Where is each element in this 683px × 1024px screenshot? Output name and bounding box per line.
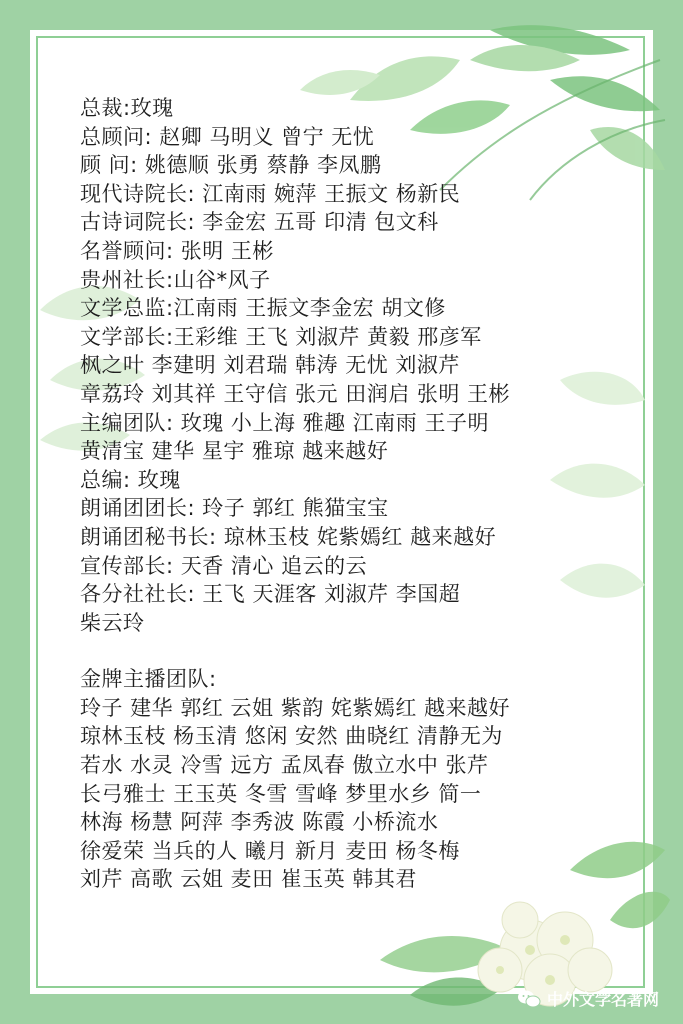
watermark-text: 中外文学名著网 [546, 990, 659, 1009]
text-line: 柴云玲 [80, 610, 145, 635]
blank-line [80, 637, 640, 665]
text-line: 文学部长:王彩维 王飞 刘淑芹 黄毅 邢彦军 [80, 324, 482, 349]
text-line: 总顾问: 赵卿 马明义 曾宁 无忧 [80, 124, 375, 149]
wechat-icon [517, 989, 541, 1009]
text-line: 若水 水灵 冷雪 远方 孟凤春 傲立水中 张芹 [80, 753, 489, 778]
text-line: 古诗词院长: 李金宏 五哥 印清 包文科 [80, 210, 439, 235]
text-line: 总裁:玫瑰 [80, 96, 174, 120]
text-line: 名誉顾问: 张明 王彬 [80, 238, 274, 263]
text-line: 金牌主播团队: [80, 667, 217, 692]
text-line: 朗诵团秘书长: 琼林玉枝 姹紫嫣红 越来越好 [80, 524, 497, 549]
text-line: 长弓雅士 王玉英 冬雪 雪峰 梦里水乡 简一 [80, 781, 482, 806]
text-line: 玲子 建华 郭红 云姐 紫韵 姹紫嫣红 越来越好 [80, 695, 511, 720]
text-line: 总编: 玫瑰 [80, 467, 181, 492]
text-line: 刘芹 高歌 云姐 麦田 崔玉英 韩其君 [80, 867, 417, 892]
text-line: 主编团队: 玫瑰 小上海 雅趣 江南雨 王子明 [80, 410, 489, 435]
text-line: 朗诵团团长: 玲子 郭红 熊猫宝宝 [80, 496, 389, 521]
text-line: 现代诗院长: 江南雨 婉萍 王振文 杨新民 [80, 181, 461, 206]
text-line: 贵州社长:山谷*风子 [80, 267, 271, 292]
text-line: 林海 杨慧 阿萍 李秀波 陈霞 小桥流水 [80, 810, 439, 835]
text-line: 徐爱荣 当兵的人 曦月 新月 麦田 杨冬梅 [80, 838, 460, 863]
text-line: 枫之叶 李建明 刘君瑞 韩涛 无忧 刘淑芹 [80, 353, 460, 378]
text-line: 各分社社长: 王飞 天涯客 刘淑芹 李国超 [80, 582, 461, 607]
watermark [517, 987, 659, 1010]
roster-text [80, 94, 640, 894]
text-line: 宣传部长: 天香 清心 追云的云 [80, 553, 368, 578]
text-line: 琼林玉枝 杨玉清 悠闲 安然 曲晓红 清静无为 [80, 724, 503, 749]
text-line: 顾 问: 姚德顺 张勇 蔡静 李凤鹏 [80, 153, 382, 178]
text-line: 黄清宝 建华 星宇 雅琼 越来越好 [80, 439, 389, 464]
text-line: 章荔玲 刘其祥 王守信 张元 田润启 张明 王彬 [80, 381, 511, 406]
text-line: 文学总监:江南雨 王振文李金宏 胡文修 [80, 296, 446, 321]
